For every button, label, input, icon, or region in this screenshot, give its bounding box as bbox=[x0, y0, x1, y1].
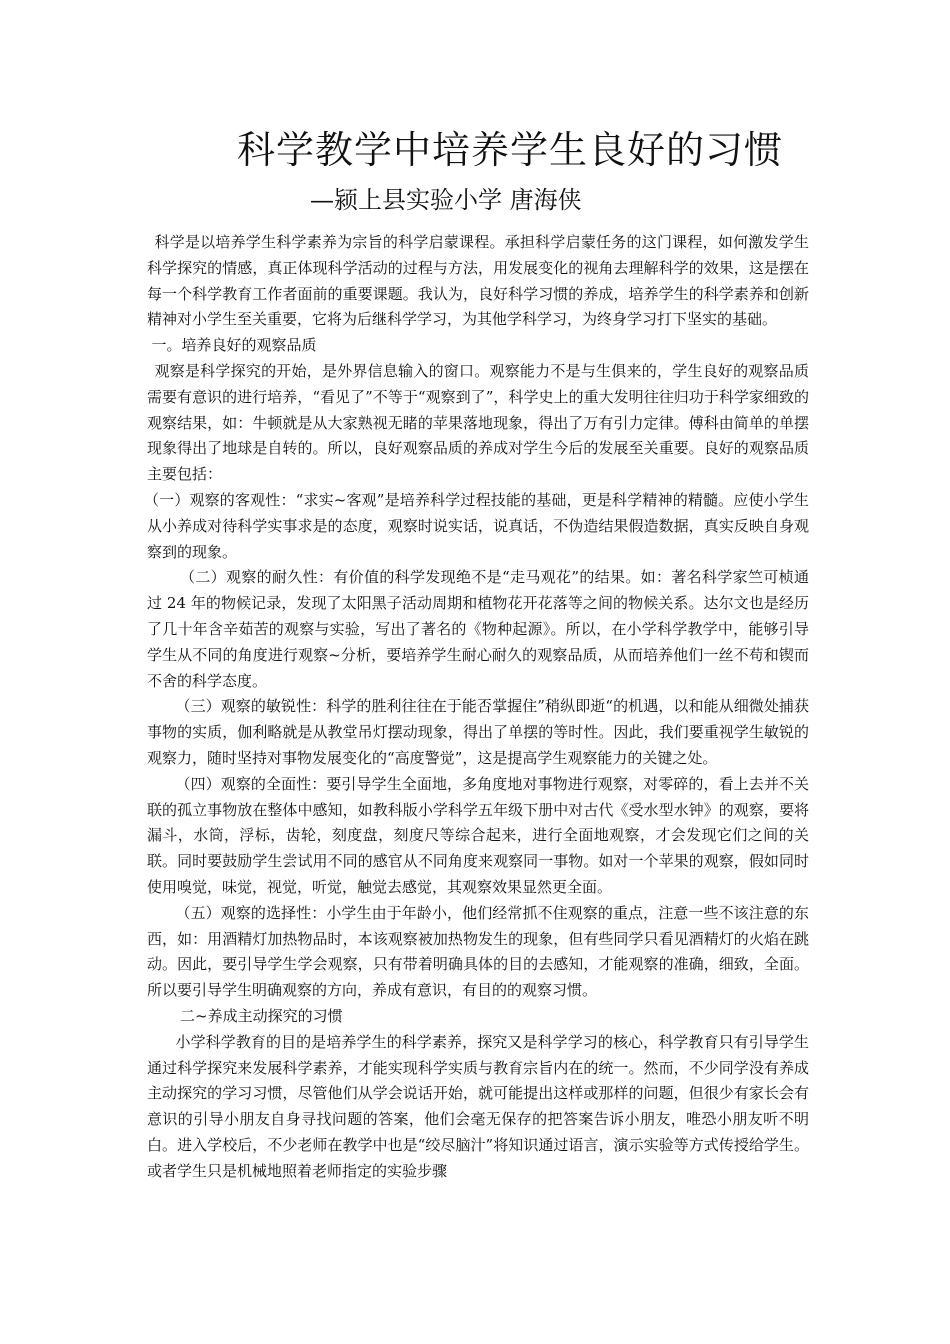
point-objectivity: （一）观察的客观性：“求实~客观”是培养科学过程技能的基础，更是科学精神的精髓。应使小学生从小养成对待科学实事求是的态度，观察时说实话，说真话，不伪造结果假造数据，真实反映自身观察到的现象。 bbox=[144, 490, 809, 561]
document-body bbox=[144, 122, 809, 1184]
section-heading-observation: 一。培养良好的观察品质 bbox=[151, 336, 317, 355]
observation-intro-paragraph: 观察是科学探究的开始，是外界信息输入的窗口。观察能力不是与生俱来的，学生良好的观察品质需要有意识的进行培养，“看见了”不等于“观察到了”，科学史上的重大发明往往归功于科学家细致的观察结果，如：牛顿就是从大家熟视无睹的苹果落地现象，得出了万有引力定律。傅科由简单的单摆现象得出了地球是自转的。所以，良好观察品质的养成对学生今后的发展至关重要。良好的观察品质主要包括： bbox=[147, 361, 809, 484]
point-durability: （二）观察的耐久性：有价值的科学发现绝不是“走马观花”的结果。如：著名科学家竺可桢通过 24 年的物候记录，发现了太阳黑子活动周期和植物花开花落等之间的物候关系。达尔文也是经历了几十年含辛茹苦的观察与实验，写出了著名的《物种起源》。所以，在小学科学教学中，能够引导学生从不同的角度进行观察~分析，要培养学生耐心耐久的观察品质，从而培养他们一丝不苟和锲而不舍的科学态度。 bbox=[147, 568, 809, 690]
document-author-line: —颍上县实验小学 唐海侠 bbox=[310, 186, 582, 214]
point-comprehensiveness: （四）观察的全面性：要引导学生全面地，多角度地对事物进行观察，对零碎的，看上去并不关联的孤立事物放在整体中感知，如教科版小学科学五年级下册中对古代《受水型水钟》的观察，要将漏斗，水筒，浮标，齿轮，刻度盘，刻度尺等综合起来，进行全面地观察，才会发现它们之间的关联。同时要鼓励学生尝试用不同的感官从不同角度来观察同一事物。如对一个苹果的观察，假如同时使用嗅觉，味觉，视觉，听觉，触觉去感觉，其观察效果显然更全面。 bbox=[147, 774, 809, 896]
intro-paragraph: 科学是以培养学生科学素养为宗旨的科学启蒙课程。承担科学启蒙任务的这门课程，如何激发学生科学探究的情感，真正体现科学活动的过程与方法，用发展变化的视角去理解科学的效果，这是摆在每一个科学教育工作者面前的重要课题。我认为，良好科学习惯的养成，培养学生的科学素养和创新精神对小学生至关重要，它将为后继科学学习，为其他学科学习，为终身学习打下坚实的基础。 bbox=[147, 233, 809, 329]
point-selectivity: （五）观察的选择性：小学生由于年龄小，他们经常抓不住观察的重点，注意一些不该注意的东西，如：用酒精灯加热物品时，本该观察被加热物发生的现象，但有些同学只看见酒精灯的火焰在跳动。因此，要引导学生学会观察，只有带着明确具体的目的去感知，才能观察的准确，细致，全面。所以要引导学生明确观察的方向，养成有意识，有目的的观察习惯。 bbox=[147, 903, 809, 1000]
inquiry-intro-paragraph: 小学科学教育的目的是培养学生的科学素养，探究又是科学学习的核心，科学教育只有引导学生通过科学探究来发展科学素养，才能实现科学实质与教育宗旨内在的统一。然而，不少同学没有养成主动探究的学习习惯，尽管他们从学会说话开始，就可能提出这样或那样的问题，但很少有家长会有意识的引导小朋友自身寻找问题的答案，他们会毫无保存的把答案告诉小朋友，唯恐小朋友听不明白。进入学校后，不少老师在教学中也是“绞尽脑汁”将知识通过语言，演示实验等方式传授给学生。或者学生只是机械地照着老师指定的实验步骤 bbox=[147, 1032, 809, 1180]
section-heading-inquiry: 二~养成主动探究的习惯 bbox=[180, 1006, 343, 1025]
document-title: 科学教学中培养学生良好的习惯 bbox=[237, 128, 784, 172]
point-acuity: （三）观察的敏锐性：科学的胜利往往在于能否掌握住”稍纵即逝“的机遇，以和能从细微处捕获事物的实质，伽利略就是从教堂吊灯摆动现象，得出了单摆的等时性。因此，我们要重视学生敏锐的观察力，随时坚持对事物发展变化的“高度警觉”，这是提高学生观察能力的关键之处。 bbox=[147, 697, 809, 767]
